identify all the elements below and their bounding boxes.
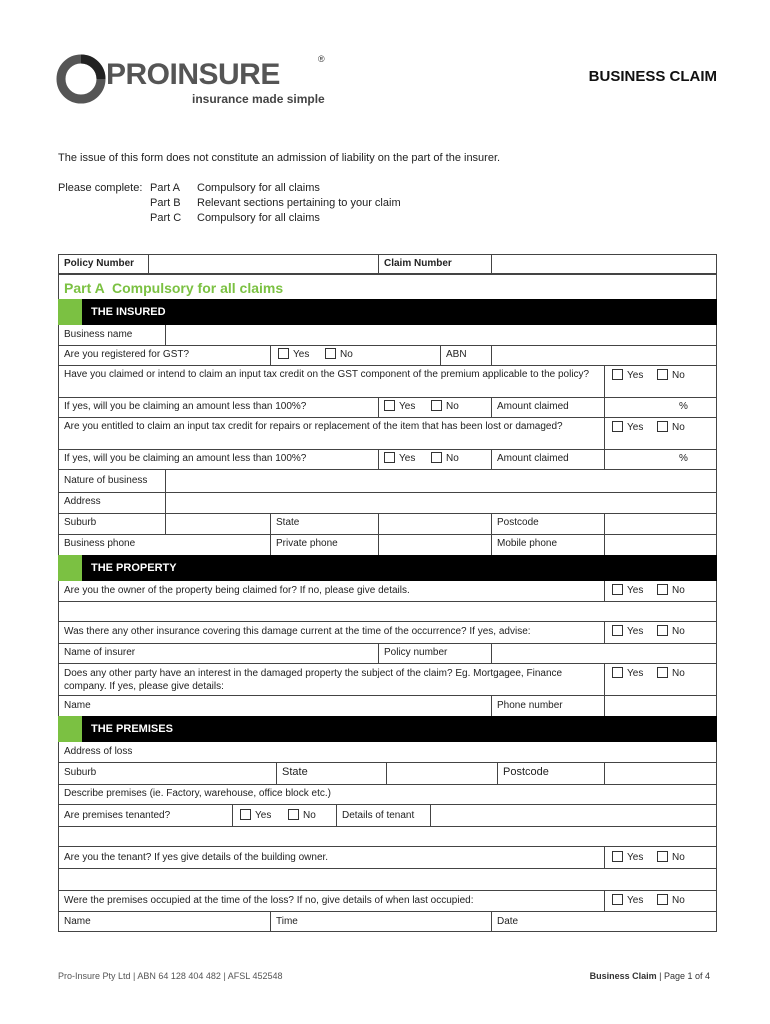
amount-claimed-input-2[interactable] xyxy=(605,450,681,468)
address-label: Address xyxy=(64,496,101,507)
lt100-1-yes-checkbox[interactable] xyxy=(384,400,395,411)
premises-suburb-input[interactable] xyxy=(110,763,275,783)
occupied-name-label: Name xyxy=(64,916,91,927)
entitled-yes-checkbox[interactable] xyxy=(612,421,623,432)
phone-number-label: Phone number xyxy=(497,700,563,711)
property-section-bar xyxy=(58,555,717,581)
other-party-question: Does any other party have an interest in the damaged property the subject of the claim? Eg. Mortgagee, Finance company. If yes, please give details: xyxy=(64,668,563,692)
premises-postcode-label: Postcode xyxy=(503,766,549,778)
less-than-100-question-2: If yes, will you be claiming an amount less than 100%? xyxy=(64,453,307,464)
tenanted-yes-checkbox[interactable] xyxy=(240,809,251,820)
itc-no-label: No xyxy=(672,370,685,381)
postcode-input[interactable] xyxy=(605,514,716,533)
percent-sign-2: % xyxy=(679,453,688,464)
occupied-date-label: Date xyxy=(497,916,519,927)
amount-claimed-label-1: Amount claimed xyxy=(497,401,569,412)
disclaimer-text: The issue of this form does not constitute an admission of liability on the part of the insurer. xyxy=(58,152,501,164)
policy-number-label-2: Policy number xyxy=(384,647,448,658)
itc-no-checkbox[interactable] xyxy=(657,369,668,380)
abn-input[interactable] xyxy=(492,346,716,364)
gst-yes-checkbox[interactable] xyxy=(278,348,289,359)
describe-premises-input[interactable] xyxy=(352,785,716,803)
part-b-desc: Relevant sections pertaining to your claim xyxy=(197,197,401,209)
occupied-time-label: Time xyxy=(276,916,298,927)
lt100-2-no-checkbox[interactable] xyxy=(431,452,442,463)
logo-registered: ® xyxy=(318,54,325,64)
details-of-tenant-label: Details of tenant xyxy=(342,810,415,821)
name-of-insurer-label: Name of insurer xyxy=(64,647,136,658)
lt100-1-yes-label: Yes xyxy=(399,401,416,412)
property-heading: THE PROPERTY xyxy=(91,562,177,574)
logo xyxy=(56,50,336,112)
other-insurance-no-label: No xyxy=(672,626,685,637)
lt100-2-yes-label: Yes xyxy=(399,453,416,464)
footer-doc-name: Business Claim xyxy=(589,971,657,981)
itc-yes-label: Yes xyxy=(627,370,644,381)
owner-details-input[interactable] xyxy=(59,602,716,620)
part-b-label: Part B xyxy=(150,197,181,209)
premises-tenanted-question: Are premises tenanted? xyxy=(64,810,171,821)
occupied-yes-label: Yes xyxy=(627,895,644,906)
business-name-input[interactable] xyxy=(166,326,716,344)
amount-claimed-input-1[interactable] xyxy=(605,398,681,416)
owner-question: Are you the owner of the property being claimed for? If no, please give details. xyxy=(64,585,410,596)
tenant-yes-checkbox[interactable] xyxy=(612,851,623,862)
other-party-name-label: Name xyxy=(64,700,91,711)
entitled-yes-label: Yes xyxy=(627,422,644,433)
lt100-2-yes-checkbox[interactable] xyxy=(384,452,395,463)
other-insurance-question: Was there any other insurance covering this damage current at the time of the occurrence? If yes, advise: xyxy=(64,626,531,637)
abn-label: ABN xyxy=(446,349,467,360)
other-policy-number-input[interactable] xyxy=(492,644,716,662)
state-label: State xyxy=(276,517,300,528)
entitled-credit-question: Are you entitled to claim an input tax credit for repairs or replacement of the item that has been lost or damaged? xyxy=(64,421,563,432)
tenant-yes-label: Yes xyxy=(627,852,644,863)
premises-state-label: State xyxy=(282,766,308,778)
other-party-phone-input[interactable] xyxy=(605,696,716,715)
footer-page-info xyxy=(590,971,710,981)
private-phone-label: Private phone xyxy=(276,538,338,549)
occupied-time-input[interactable] xyxy=(310,912,490,931)
state-input[interactable] xyxy=(379,514,490,533)
details-of-tenant-input[interactable] xyxy=(431,805,716,825)
gst-question: Are you registered for GST? xyxy=(64,349,190,360)
other-insurance-yes-label: Yes xyxy=(627,626,644,637)
logo-word: PROINSURE xyxy=(106,58,280,91)
less-than-100-question-1: If yes, will you be claiming an amount less than 100%? xyxy=(64,401,307,412)
owner-no-checkbox[interactable] xyxy=(657,584,668,595)
occupied-yes-checkbox[interactable] xyxy=(612,894,623,905)
logo-tagline: insurance made simple xyxy=(192,92,325,106)
lt100-2-no-label: No xyxy=(446,453,459,464)
nature-of-business-label: Nature of business xyxy=(64,475,148,486)
occupied-no-checkbox[interactable] xyxy=(657,894,668,905)
other-insurance-yes-checkbox[interactable] xyxy=(612,625,623,636)
other-party-no-label: No xyxy=(672,668,685,679)
occupied-name-input[interactable] xyxy=(100,912,269,931)
gst-no-checkbox[interactable] xyxy=(325,348,336,359)
logo-swirl-icon xyxy=(56,54,106,104)
premises-state-input[interactable] xyxy=(387,763,496,783)
other-party-yes-checkbox[interactable] xyxy=(612,667,623,678)
part-a-title: Part A Compulsory for all claims xyxy=(64,280,284,296)
part-a-desc: Compulsory for all claims xyxy=(197,182,320,194)
part-c-desc: Compulsory for all claims xyxy=(197,212,320,224)
gst-yes-label: Yes xyxy=(293,349,310,360)
occupied-no-label: No xyxy=(672,895,685,906)
percent-sign-1: % xyxy=(679,401,688,412)
other-party-no-checkbox[interactable] xyxy=(657,667,668,678)
name-of-insurer-input[interactable] xyxy=(150,644,377,662)
insured-heading: THE INSURED xyxy=(91,306,166,318)
postcode-label: Postcode xyxy=(497,517,539,528)
insured-section-bar xyxy=(58,299,717,325)
claim-number-label: Claim Number xyxy=(384,258,452,269)
mobile-phone-label: Mobile phone xyxy=(497,538,558,549)
other-party-name-input[interactable] xyxy=(100,696,490,715)
document-title: BUSINESS CLAIM xyxy=(588,68,717,85)
footer-company-info: Pro-Insure Pty Ltd | ABN 64 128 404 482 | AFSL 452548 xyxy=(58,971,283,981)
nature-of-business-input[interactable] xyxy=(166,470,716,491)
business-name-label: Business name xyxy=(64,329,133,340)
address-of-loss-input[interactable] xyxy=(150,743,716,761)
part-a-label: Part A xyxy=(150,182,180,194)
business-phone-label: Business phone xyxy=(64,538,136,549)
mobile-phone-input[interactable] xyxy=(605,535,716,554)
claim-number-input[interactable] xyxy=(492,255,716,273)
building-owner-details-input[interactable] xyxy=(59,869,716,889)
policy-number-label: Policy Number xyxy=(64,258,135,269)
suburb-label: Suburb xyxy=(64,517,97,528)
tenant-details-extra-input[interactable] xyxy=(59,827,716,845)
input-tax-credit-question: Have you claimed or intend to claim an input tax credit on the GST component of the premium applicable to the policy? xyxy=(64,369,590,380)
tenanted-yes-label: Yes xyxy=(255,810,272,821)
business-phone-input[interactable] xyxy=(166,535,269,554)
entitled-no-checkbox[interactable] xyxy=(657,421,668,432)
premises-suburb-label: Suburb xyxy=(64,767,97,778)
premises-postcode-input[interactable] xyxy=(605,763,716,783)
tenanted-no-checkbox[interactable] xyxy=(288,809,299,820)
footer-page-number: | Page 1 of 4 xyxy=(656,971,710,981)
tenant-no-label: No xyxy=(672,852,685,863)
lt100-1-no-checkbox[interactable] xyxy=(431,400,442,411)
itc-yes-checkbox[interactable] xyxy=(612,369,623,380)
premises-section-bar xyxy=(58,716,717,742)
owner-yes-checkbox[interactable] xyxy=(612,584,623,595)
gst-no-label: No xyxy=(340,349,353,360)
owner-no-label: No xyxy=(672,585,685,596)
owner-yes-label: Yes xyxy=(627,585,644,596)
tenant-question: Are you the tenant? If yes give details of the building owner. xyxy=(64,852,329,863)
address-input[interactable] xyxy=(166,493,716,512)
policy-number-input[interactable] xyxy=(149,255,377,273)
suburb-input[interactable] xyxy=(166,514,269,533)
tenanted-no-label: No xyxy=(303,810,316,821)
private-phone-input[interactable] xyxy=(379,535,490,554)
other-party-yes-label: Yes xyxy=(627,668,644,679)
occupied-date-input[interactable] xyxy=(530,912,716,931)
amount-claimed-label-2: Amount claimed xyxy=(497,453,569,464)
premises-heading: THE PREMISES xyxy=(91,723,173,735)
lt100-1-no-label: No xyxy=(446,401,459,412)
tenant-no-checkbox[interactable] xyxy=(657,851,668,862)
part-c-label: Part C xyxy=(150,212,182,224)
occupied-question: Were the premises occupied at the time of the loss? If no, give details of when last occupied: xyxy=(64,895,474,906)
entitled-no-label: No xyxy=(672,422,685,433)
please-complete-label: Please complete: xyxy=(58,182,143,194)
address-of-loss-label: Address of loss xyxy=(64,746,133,757)
describe-premises-label: Describe premises (ie. Factory, warehouse, office block etc.) xyxy=(64,788,331,799)
other-insurance-no-checkbox[interactable] xyxy=(657,625,668,636)
